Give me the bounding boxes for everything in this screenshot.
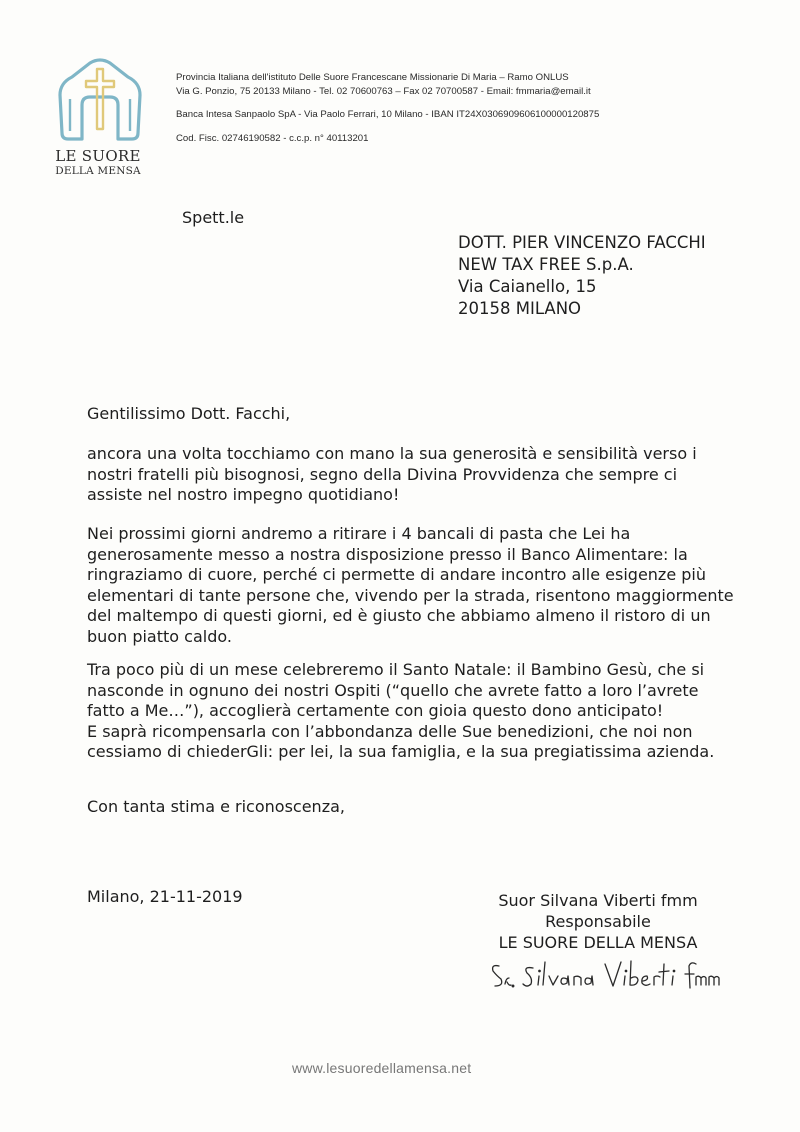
letterhead-address: Via G. Ponzio, 75 20133 Milano - Tel. 02 70600763 – Fax 02 70700587 - Email: fmmaria@email.it (176, 86, 591, 97)
paragraph-line: cessiamo di chiederGli: per lei, la sua famiglia, e la sua pregiatissima azienda. (87, 742, 715, 761)
paragraph-1 (87, 444, 697, 506)
signatory-name: Suor Silvana Viberti fmm (498, 891, 698, 910)
recipient-line: NEW TAX FREE S.p.A. (458, 255, 634, 274)
letterhead-institute: Provincia Italiana dell'istituto Delle Suore Francescane Missionarie Di Maria – Ramo ONLUS (176, 72, 569, 83)
recipient-line: DOTT. PIER VINCENZO FACCHI (458, 233, 706, 252)
paragraph-line: Tra poco più di un mese celebreremo il Santo Natale: il Bambino Gesù, che si (87, 660, 705, 679)
signatory-block (492, 890, 704, 953)
letterhead-bank: Banca Intesa Sanpaolo SpA - Via Paolo Ferrari, 10 Milano - IBAN IT24X0306909606100000120875 (176, 109, 600, 120)
place-date: Milano, 21-11-2019 (87, 887, 243, 906)
recipient-line: Via Caianello, 15 (458, 277, 597, 296)
signatory-role: Responsabile (545, 912, 651, 931)
paragraph-line: ancora una volta tocchiamo con mano la sua generosità e sensibilità verso i (87, 444, 697, 463)
paragraph-line: E saprà ricompensarla con l’abbondanza delle Sue benedizioni, che noi non (87, 721, 693, 741)
house-cross-logo-icon (50, 55, 150, 145)
paragraph-line: buon piatto caldo. (87, 626, 232, 646)
paragraph-line: assiste nel nostro impegno quotidiano! (87, 485, 400, 504)
paragraph-line: fatto a Me…”), accoglierà certamente con gioia questo dono anticipato! (87, 701, 664, 720)
letterhead-block-1 (176, 71, 591, 99)
paragraph-line: del maltempo di questi giorni, ed è giusto che abbiamo almeno il ristoro di un (87, 606, 711, 625)
logo-wordmark (38, 148, 158, 177)
logo-line-1: LE SUORE (55, 147, 141, 165)
spett-label: Spett.le (182, 208, 245, 227)
paragraph-line: ringraziamo di cuore, perché ci permette di andare incontro alle esigenze più (87, 565, 706, 584)
paragraph-line: Nei prossimi giorni andremo a ritirare i 4 bancali di pasta che Lei ha (87, 524, 631, 543)
paragraph-line: nasconde in ognuno dei nostri Ospiti (“quello che avrete fatto a loro l’avrete (87, 680, 699, 700)
recipient-address (458, 232, 706, 320)
paragraph-line: nostri fratelli più bisognosi, segno della Divina Provvidenza che sempre ci (87, 464, 678, 484)
closing: Con tanta stima e riconoscenza, (87, 797, 345, 816)
paragraph-line: elementari di tante persone che, vivendo per la strada, risentono maggiormente (87, 585, 734, 605)
paragraph-line: generosamente messo a nostra disposizione presso il Banco Alimentare: la (87, 544, 688, 564)
handwritten-signature (487, 952, 727, 998)
website-link[interactable]: www.lesuoredellamensa.net (292, 1060, 472, 1076)
recipient-line: 20158 MILANO (458, 299, 582, 318)
paragraph-3 (87, 660, 714, 763)
logo-line-2: DELLA MENSA (55, 165, 141, 178)
paragraph-2 (87, 524, 734, 647)
letterhead-fiscal-code: Cod. Fisc. 02746190582 - c.c.p. n° 40113201 (176, 133, 369, 144)
signatory-org: LE SUORE DELLA MENSA (498, 933, 698, 952)
salutation: Gentilissimo Dott. Facchi, (87, 404, 291, 423)
